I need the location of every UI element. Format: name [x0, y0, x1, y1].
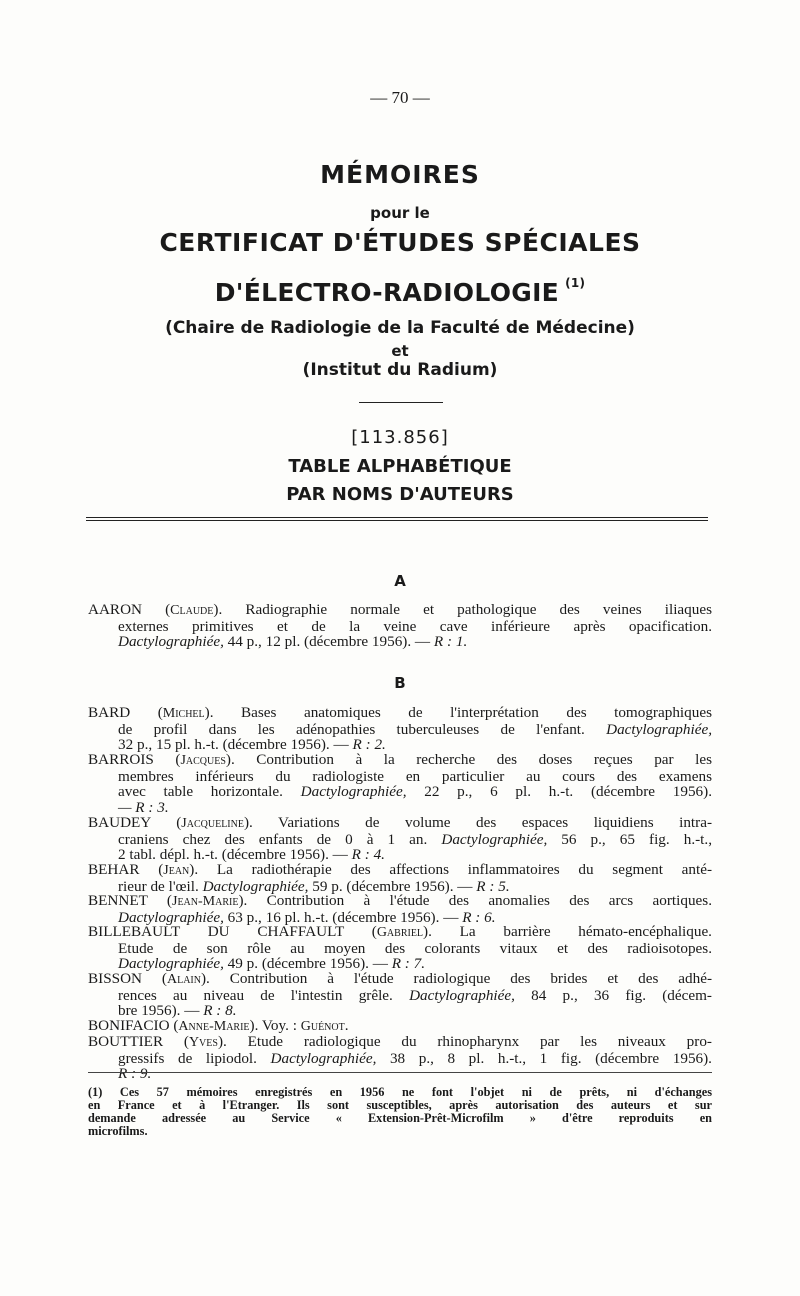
document-page — [88, 0, 712, 1296]
subtitle-et: et — [391, 342, 409, 360]
entry-barrois: BARROIS (Jacques). Contribution à la recherche des doses reçues par les membres inférieurs du radiologiste en particulier au cours des examens avec table horizontale. Dactylographiée, 22 p., 6 pl. h.-t. (décembre 1956). — R : 3. — [88, 751, 713, 816]
title-pour-le: pour le — [370, 204, 430, 222]
footnote-marker: (1) — [565, 276, 586, 290]
footnote-divider — [88, 1072, 712, 1073]
title-memoires: MÉMOIRES — [320, 160, 480, 189]
entry-bisson: BISSON (Alain). Contribution à l'étude radiologique des brides et des adhé- rences au niveau de l'intestin grêle. Dactylographiée, 84 p., 36 fig. (décem- bre 1956). — R : 8. — [88, 970, 713, 1020]
entry-bard: BARD (Michel). Bases anatomiques de l'interprétation des tomographiques de profil dans les adénopathies tuberculeuses de l'enfant. Dactylographiée, 32 p., 15 pl. h.-t. (décembre 1956). — R : 2. — [88, 704, 712, 754]
entry-baudey: BAUDEY (Jacqueline). Variations de volume des espaces liquidiens intra- craniens chez des enfants de 0 à 1 an. Dactylographiée, 56 p., 65 fig. h.-t., 2 tabl. dépl. h.-t. (décembre 1956). — R : 4. — [88, 814, 713, 864]
table-title: TABLE ALPHABÉTIQUE — [288, 456, 512, 477]
subtitle-chaire: (Chaire de Radiologie de la Faculté de Médecine) — [165, 318, 635, 338]
table-subtitle: PAR NOMS D'AUTEURS — [286, 484, 514, 505]
footnote-line: microfilms. — [88, 1124, 148, 1138]
entry-behar: BEHAR (Jean). La radiothérapie des affections inflammatoires du segment anté- rieur de l'œil. Dactylographiée, 59 p. (décembre 1956). — R : 5. — [88, 861, 712, 895]
footnote-line: demande adressée au Service « Extension-Prêt-Microfilm » d'être reproduits en — [88, 1111, 712, 1125]
entry-billebault: BILLEBAULT DU CHAFFAULT (Gabriel). La barrière hémato-encéphalique. Etude de son rôle au moyen des colorants vitaux et des radioisotopes. Dactylographiée, 49 p. (décembre 1956). — R : 7. — [88, 923, 712, 973]
classification-code: [113.856] — [351, 427, 449, 448]
double-divider — [86, 517, 708, 521]
footnote — [88, 1086, 712, 1138]
page-number: — 70 — — [370, 88, 430, 107]
subtitle-institut: (Institut du Radium) — [302, 360, 498, 380]
title-certificat: CERTIFICAT D'ÉTUDES SPÉCIALES — [159, 228, 641, 257]
entry-aaron: AARON (Claude). Radiographie normale et pathologique des veines iliaques externes primitives et de la veine cave inférieure après opacification. Dactylographiée, 44 p., 12 pl. (décembre 1956). — R : 1. — [88, 601, 712, 651]
section-letter-a: A — [394, 572, 406, 590]
section-letter-b: B — [394, 674, 406, 692]
footnote-line: en France et à l'Etranger. Ils sont susceptibles, après autorisation des auteurs et sur — [88, 1098, 712, 1112]
entry-bennet: BENNET (Jean-Marie). Contribution à l'étude des anomalies des arcs aortiques. Dactylographiée, 63 p., 16 pl. h.-t. (décembre 1956). — R : 6. — [88, 892, 712, 926]
footnote-line: (1) Ces 57 mémoires enregistrés en 1956 ne font l'objet ni de prêts, ni d'échanges — [88, 1085, 712, 1099]
title-electro-radiologie: D'ÉLECTRO-RADIOLOGIE $^{(1)}$ — [214, 276, 586, 307]
entry-bouttier: BOUTTIER (Yves). Etude radiologique du rhinopharynx par les niveaux pro- gressifs de lipiodol. Dactylographiée, 38 p., 8 pl. h.-t., 1 fig. (décembre 1956). R : 9. — [88, 1033, 712, 1083]
entry-bonifacio: BONIFACIO (Anne-Marie). Voy. : Guénot. — [88, 1017, 349, 1034]
short-divider — [359, 402, 443, 403]
